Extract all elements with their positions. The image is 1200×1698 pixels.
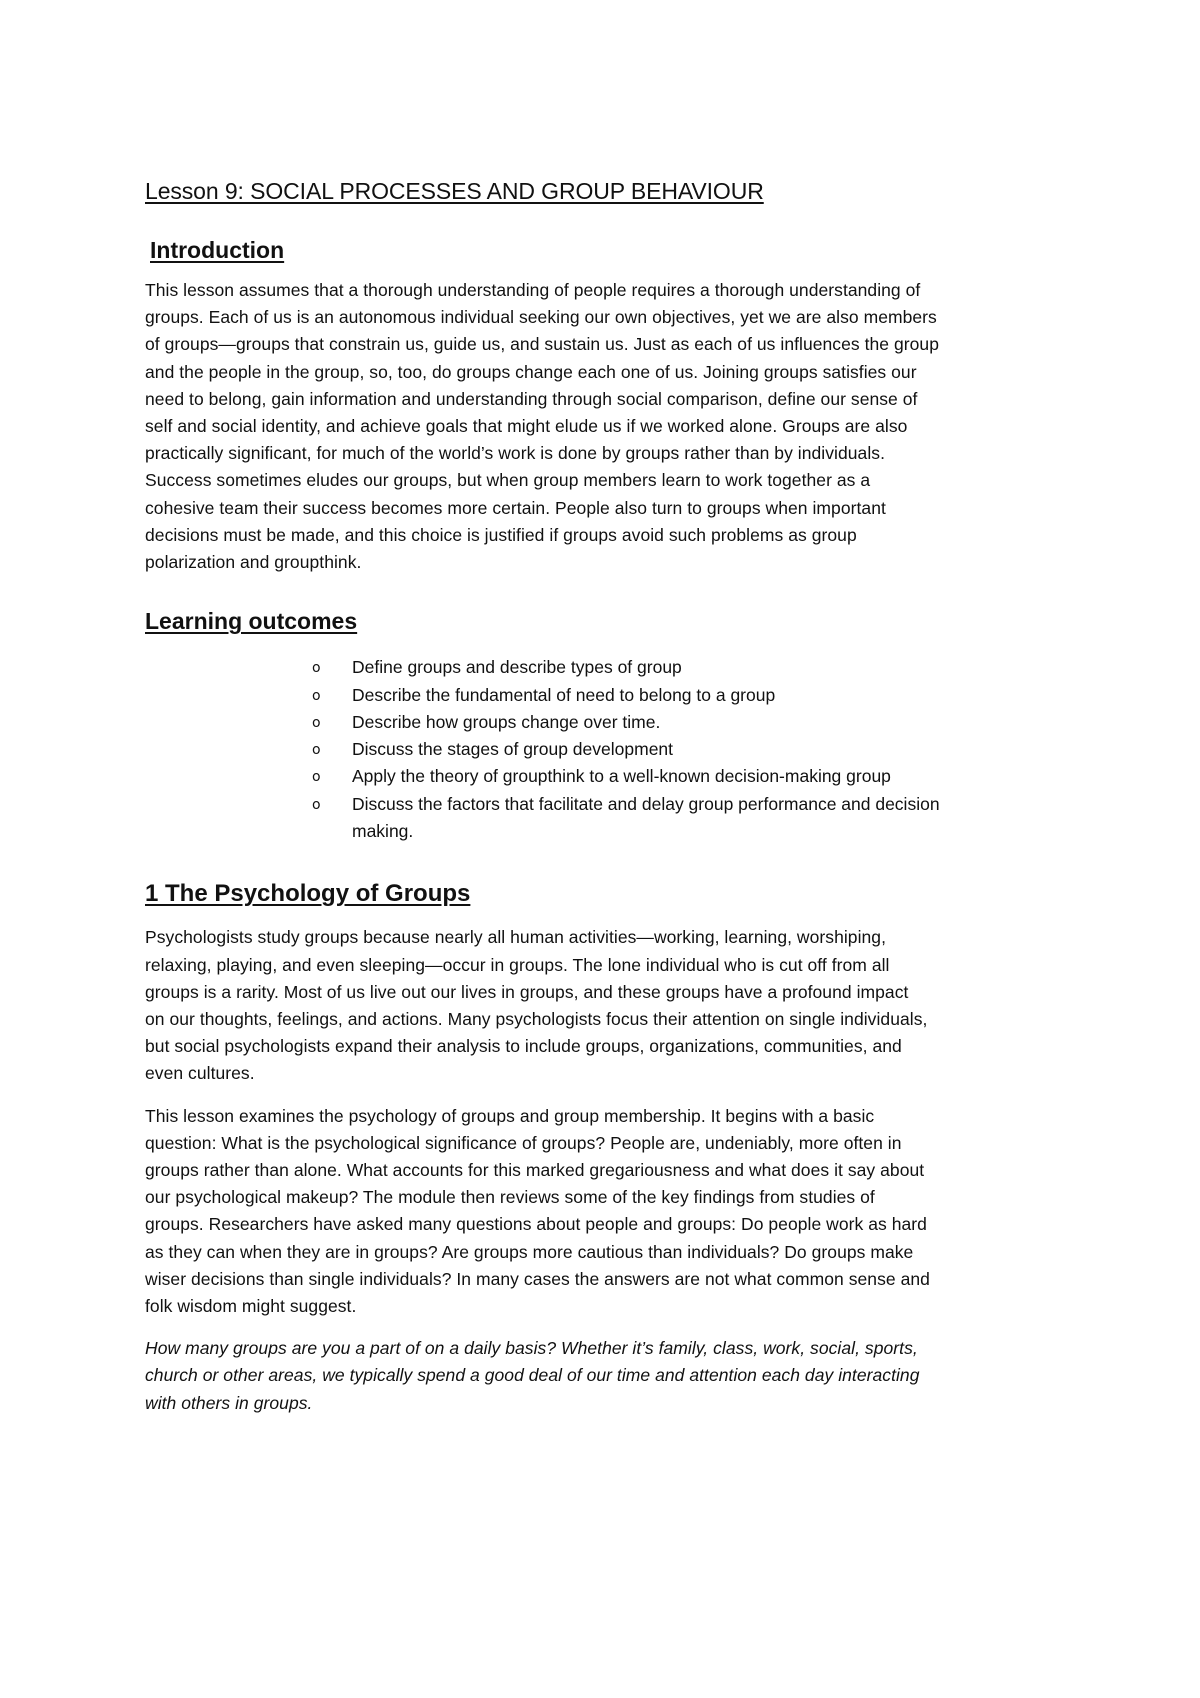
text-line: with others in groups. [145, 1392, 313, 1413]
text-line: even cultures. [145, 1063, 255, 1084]
text-line: How many groups are you a part of on a daily basis? Whether it’s family, class, work, social, sports, [145, 1338, 918, 1359]
text-line: but social psychologists expand their analysis to include groups, organizations, communities, and [145, 1036, 902, 1057]
text-line: self and social identity, and achieve goals that might elude us if we worked alone. Groups are also [145, 416, 908, 437]
bullet-icon: o [312, 687, 321, 704]
paragraph-spacer [145, 1088, 1070, 1103]
text-line: This lesson assumes that a thorough understanding of people requires a thorough understanding of [145, 280, 921, 300]
text-line: groups. Each of us is an autonomous individual seeking our own objectives, yet we are also members [145, 307, 937, 328]
text-line: wiser decisions than single individuals? In many cases the answers are not what common sense and [145, 1268, 930, 1289]
list-item-text: Define groups and describe types of group [352, 657, 682, 678]
list-item [312, 736, 1070, 763]
list-item [312, 709, 1070, 736]
reflection-question [145, 1335, 1070, 1417]
psychology-paragraph-2 [145, 1103, 1070, 1321]
text-line: practically significant, for much of the world’s work is done by groups rather than by individuals. [145, 443, 885, 464]
text-line: Psychologists study groups because nearly all human activities—working, learning, worshiping, [145, 927, 886, 948]
psychology-of-groups-heading: 1 The Psychology of Groups [145, 880, 471, 908]
bullet-icon: o [312, 714, 321, 731]
list-item-text: Describe the fundamental of need to belong to a group [352, 684, 776, 705]
learning-outcomes-list [145, 654, 1070, 845]
list-item [312, 763, 1070, 790]
bullet-icon: o [312, 660, 321, 677]
bullet-icon: o [312, 742, 321, 759]
text-line: need to belong, gain information and understanding through social comparison, define our sense of [145, 388, 918, 409]
list-item-text: Apply the theory of groupthink to a well-known decision-making group [352, 766, 891, 787]
list-item-text: Describe how groups change over time. [352, 711, 661, 732]
text-line: groups is a rarity. Most of us live out our lives in groups, and these groups have a profound impact [145, 981, 909, 1002]
text-line: question: What is the psychological significance of groups? People are, undeniably, more often in [145, 1132, 902, 1153]
list-item [312, 682, 1070, 709]
list-item-text: Discuss the factors that facilitate and delay group performance and decision [352, 793, 940, 814]
text-line: Success sometimes eludes our groups, but when group members learn to work together as a [145, 470, 871, 491]
text-line: decisions must be made, and this choice is justified if groups avoid such problems as group [145, 524, 857, 545]
bullet-icon: o [312, 796, 321, 813]
text-line: cohesive team their success becomes more certain. People also turn to groups when important [145, 497, 886, 518]
document-body [145, 176, 1070, 1417]
text-line: relaxing, playing, and even sleeping—occur in groups. The lone individual who is cut off from all [145, 954, 890, 975]
text-line: of groups—groups that constrain us, guide us, and sustain us. Just as each of us influences the group [145, 334, 940, 355]
text-line: and the people in the group, so, too, do groups change each one of us. Joining groups satisfies our [145, 361, 917, 382]
introduction-heading: Introduction [150, 237, 285, 263]
text-line: church or other areas, we typically spend a good deal of our time and attention each day interacting [145, 1365, 920, 1386]
bullet-icon: o [312, 769, 321, 786]
list-item-text: Discuss the stages of group development [352, 739, 674, 760]
list-item [312, 791, 1070, 846]
paragraph-spacer [145, 1320, 1070, 1335]
text-line: on our thoughts, feelings, and actions. Many psychologists focus their attention on single individuals, [145, 1008, 928, 1029]
text-line: groups rather than alone. What accounts for this marked gregariousness and what does it say about [145, 1159, 925, 1180]
text-line: groups. Researchers have asked many questions about people and groups: Do people work as hard [145, 1214, 927, 1235]
psychology-paragraph-1 [145, 924, 1070, 1087]
lesson-title: Lesson 9: SOCIAL PROCESSES AND GROUP BEHAVIOUR [145, 178, 764, 204]
list-item [312, 654, 1070, 681]
text-line: as they can when they are in groups? Are groups more cautious than individuals? Do groups make [145, 1241, 914, 1262]
text-line: polarization and groupthink. [145, 552, 362, 573]
introduction-paragraph [145, 277, 1070, 576]
text-line: our psychological makeup? The module then reviews some of the key findings from studies of [145, 1187, 875, 1208]
text-line: This lesson examines the psychology of groups and group membership. It begins with a basic [145, 1105, 875, 1126]
list-item-text: making. [352, 821, 414, 842]
learning-outcomes-heading: Learning outcomes [145, 608, 358, 635]
text-line: folk wisdom might suggest. [145, 1295, 357, 1316]
